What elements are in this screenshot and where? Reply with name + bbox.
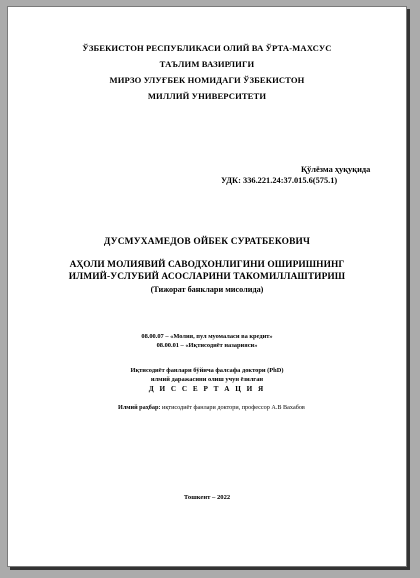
supervisor-label: Илмий раҳбар: xyxy=(118,404,161,411)
author-name: ДУСМУХАМЕДОВ ОЙБЕК СУРАТБЕКОВИЧ xyxy=(103,237,311,247)
supervisor xyxy=(118,404,305,411)
degree-line-2: илмий даражасини олиш учун ёзилган xyxy=(150,376,264,383)
institution-line-3: МИРЗО УЛУҒБЕК НОМИДАГИ ЎЗБЕКИСТОН xyxy=(109,75,305,85)
udc-code: УДК: 336.221.24:37.015.6(575.1) xyxy=(221,176,338,185)
degree-line-1: Иқтисодиёт фанлари бўйича фалсафа доктори (PhD) xyxy=(130,367,284,374)
dissertation-title-line-1: АҲОЛИ МОЛИЯВИЙ САВОДХОНЛИГИНИ ОШИРИШНИНГ xyxy=(69,260,345,270)
institution-line-4: МИЛЛИЙ УНИВЕРСИТЕТИ xyxy=(147,91,267,101)
manuscript-rights-label: Қўлёзма ҳуқуқида xyxy=(301,165,371,174)
institution-line-1: ЎЗБЕКИСТОН РЕСПУБЛИКАСИ ОЛИЙ ВА ЎРТА-МАХСУС xyxy=(82,43,332,53)
specialty-line-1: 08.00.07 – «Молия, пул муомаласи ва кредит» xyxy=(141,333,273,340)
specialty-line-2: 08.00.01 – «Иқтисодиёт назарияси» xyxy=(156,342,258,349)
supervisor-value: иқтисодиёт фанлари доктори, профессор А.В Вахабов xyxy=(162,404,305,411)
institution-line-2: ТАЪЛИМ ВАЗИРЛИГИ xyxy=(159,59,255,69)
dissertation-subtitle: (Тижорат банклари мисолида) xyxy=(150,285,264,294)
document-page xyxy=(7,6,407,567)
dissertation-title-line-2: ИЛМИЙ-УСЛУБИЙ АСОСЛАРИНИ ТАКОМИЛЛАШТИРИШ xyxy=(68,272,346,282)
city-year: Тошкент – 2022 xyxy=(183,494,231,501)
dissertation-heading: Д И С С Е Р Т А Ц И Я xyxy=(148,385,266,393)
